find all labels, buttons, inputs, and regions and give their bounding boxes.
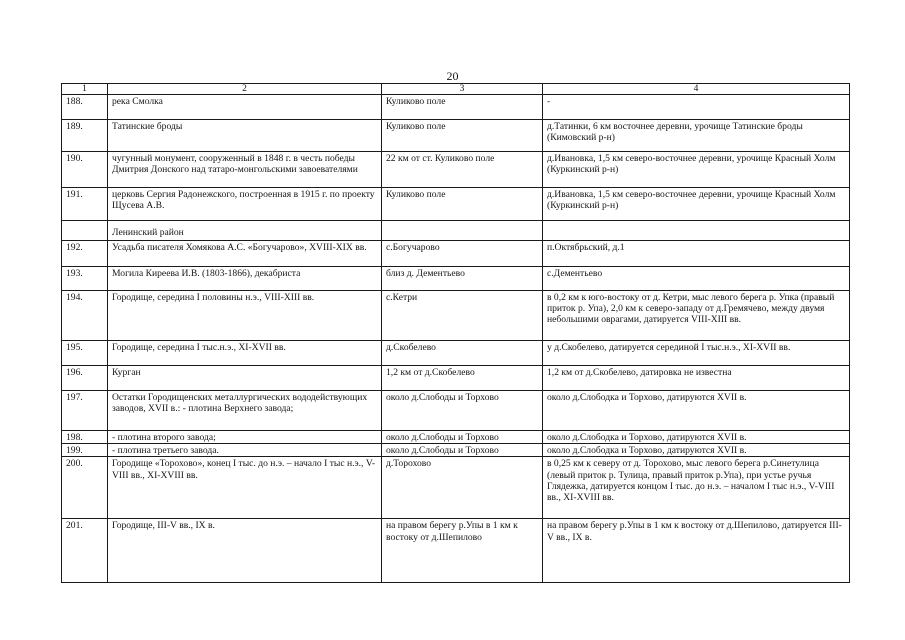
object-name: Татинские броды [108, 120, 382, 152]
table-row [62, 341, 850, 366]
row-number: 195. [62, 341, 108, 366]
object-name: церковь Сергия Радонежского, построенная в 1915 г. по проекту Щусева А.В. [108, 188, 382, 221]
object-name: Курган [108, 366, 382, 391]
table-row [62, 95, 850, 120]
object-details: в 0,25 км к северу от д. Торохово, мыс левого берега р.Синетулица (левый приток р. Тулица, правый приток р.Упа), при устье ручья Глядежка, датируется концом I тыс. до н.э. – началом I тыс н.э., V-VIII вв., XI-XVIII вв. [543, 457, 850, 519]
row-number: 190. [62, 152, 108, 188]
object-location: д.Скобелево [382, 341, 543, 366]
row-number: 194. [62, 291, 108, 341]
object-details: с.Дементьево [543, 267, 850, 291]
table-row [62, 120, 850, 152]
object-name: Городище «Торохово», конец I тыс. до н.э. – начало I тыс н.э., V-VIII вв., XI-XVIII вв. [108, 457, 382, 519]
monuments-table [61, 83, 850, 583]
row-number: 198. [62, 431, 108, 444]
object-details: д.Ивановка, 1,5 км северо-восточнее деревни, урочище Красный Холм (Куркинский р-н) [543, 152, 850, 188]
object-details: около д.Слободка и Торхово, датируются XVII в. [543, 391, 850, 431]
object-name: Остатки Городищенских металлургических вододействующих заводов, XVII в.: - плотина Верхнего завода; [108, 391, 382, 431]
object-details: около д.Слободка и Торхово, датируются XVII в. [543, 444, 850, 457]
object-name: Городище, середина I половины н.э., VIII-XIII вв. [108, 291, 382, 341]
table-row [62, 188, 850, 221]
header-row [62, 84, 850, 95]
object-location: 22 км от ст. Куликово поле [382, 152, 543, 188]
table-row [62, 444, 850, 457]
column-header-1: 1 [62, 84, 108, 95]
object-details: п.Октябрьский, д.1 [543, 241, 850, 267]
object-details: на правом берегу р.Упы в 1 км к востоку от д.Шепилово, датируется III-V вв., IX в. [543, 519, 850, 583]
row-number: 200. [62, 457, 108, 519]
district-heading-spacer [543, 221, 850, 241]
table-row [62, 267, 850, 291]
table-row [62, 241, 850, 267]
object-name: чугунный монумент, сооруженный в 1848 г. в честь победы Дмитрия Донского над татаро-монгольскими завоевателями [108, 152, 382, 188]
object-location: 1,2 км от д.Скобелево [382, 366, 543, 391]
object-location: Куликово поле [382, 120, 543, 152]
object-location: близ д. Дементьево [382, 267, 543, 291]
object-details: 1,2 км от д.Скобелево, датировка не известна [543, 366, 850, 391]
object-location: Куликово поле [382, 188, 543, 221]
table-row [62, 431, 850, 444]
object-name: - плотина третьего завода. [108, 444, 382, 457]
row-number: 188. [62, 95, 108, 120]
object-location: д.Торохово [382, 457, 543, 519]
table-row [62, 366, 850, 391]
district-heading: Ленинский район [108, 221, 382, 241]
page-number: 20 [446, 69, 459, 83]
object-details: около д.Слободка и Торхово, датируются XVII в. [543, 431, 850, 444]
table-row [62, 519, 850, 583]
object-details: у д.Скобелево, датируется серединой I тыс.н.э., XI-XVII вв. [543, 341, 850, 366]
object-location: Куликово поле [382, 95, 543, 120]
object-details: д.Ивановка, 1,5 км северо-восточнее деревни, урочище Красный Холм (Куркинский р-н) [543, 188, 850, 221]
column-header-2: 2 [108, 84, 382, 95]
object-location: около д.Слободы и Торхово [382, 431, 543, 444]
row-number: 196. [62, 366, 108, 391]
object-location: на правом берегу р.Упы в 1 км к востоку от д.Шепилово [382, 519, 543, 583]
row-number: 199. [62, 444, 108, 457]
object-location: около д.Слободы и Торхово [382, 444, 543, 457]
object-details: д.Татинки, 6 км восточнее деревни, урочище Татинские броды (Кимовский р-н) [543, 120, 850, 152]
table-row [62, 152, 850, 188]
object-location: с.Богучарово [382, 241, 543, 267]
column-header-4: 4 [543, 84, 850, 95]
row-number: 189. [62, 120, 108, 152]
object-location: с.Кетри [382, 291, 543, 341]
district-heading-spacer [62, 221, 108, 241]
table-row [62, 391, 850, 431]
object-details: - [543, 95, 850, 120]
object-name: река Смолка [108, 95, 382, 120]
row-number: 197. [62, 391, 108, 431]
table-row [62, 291, 850, 341]
table-row [62, 457, 850, 519]
district-heading-spacer [382, 221, 543, 241]
object-location: около д.Слободы и Торхово [382, 391, 543, 431]
object-name: Усадьба писателя Хомякова А.С. «Богучарово», XVIII-XIX вв. [108, 241, 382, 267]
district-heading-row [62, 221, 850, 241]
object-name: Городище, III-V вв., IX в. [108, 519, 382, 583]
row-number: 192. [62, 241, 108, 267]
object-name: Могила Киреева И.В. (1803-1866), декабриста [108, 267, 382, 291]
row-number: 191. [62, 188, 108, 221]
row-number: 201. [62, 519, 108, 583]
object-details: в 0,2 км к юго-востоку от д. Кетри, мыс левого берега р. Упка (правый приток р. Упа), 2,0 км к северо-западу от д.Гремячево, между двумя небольшими оврагами, датируется VIII-XIII вв. [543, 291, 850, 341]
object-name: Городище, середина I тыс.н.э., XI-XVII вв. [108, 341, 382, 366]
object-name: - плотина второго завода; [108, 431, 382, 444]
row-number: 193. [62, 267, 108, 291]
column-header-3: 3 [382, 84, 543, 95]
